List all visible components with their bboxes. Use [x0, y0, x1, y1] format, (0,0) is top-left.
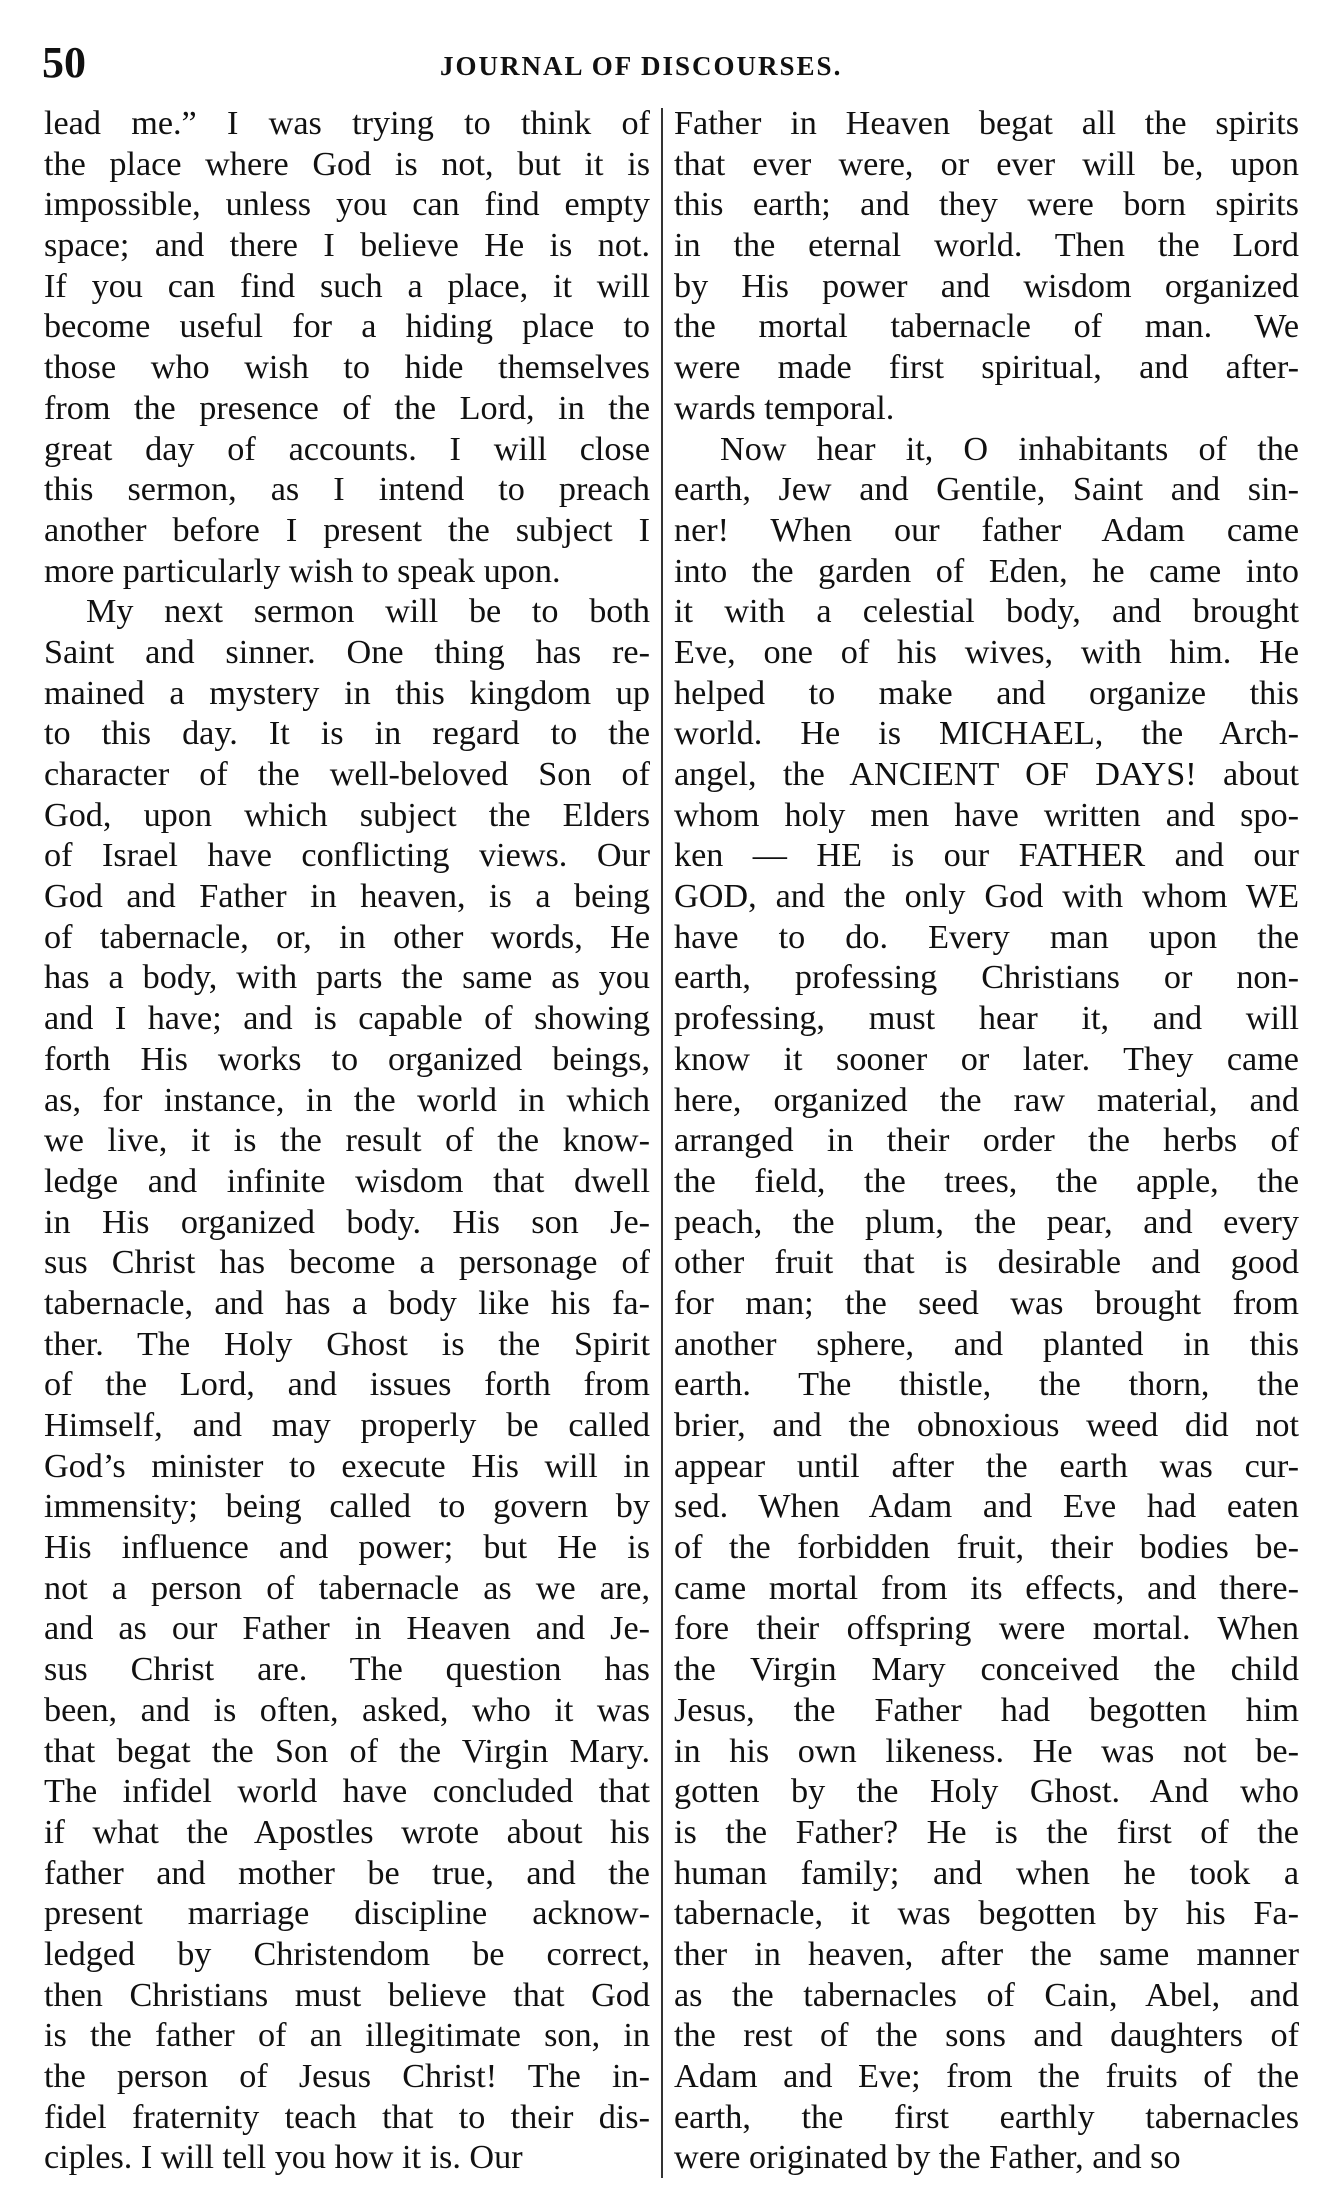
- text-line: from the presence of the Lord, in the: [44, 389, 650, 427]
- text-line: lead me.” I was trying to think of: [44, 105, 650, 142]
- text-line: whom holy men have written and spo-: [674, 796, 1299, 834]
- text-line: of the forbidden fruit, their bodies be-: [674, 1529, 1299, 1567]
- text-line: gotten by the Holy Ghost. And who: [674, 1773, 1299, 1811]
- text-line: then Christians must believe that God: [44, 1976, 650, 2014]
- text-line: the Virgin Mary conceived the child: [674, 1651, 1299, 1689]
- text-line: and as our Father in Heaven and Je-: [44, 1610, 650, 1648]
- text-line: in His organized body. His son Je-: [44, 1203, 650, 1241]
- text-line: impossible, unless you can find empty: [44, 186, 650, 224]
- text-line: professing, must hear it, and will: [674, 1000, 1299, 1038]
- text-line: and I have; and is capable of showing: [44, 1000, 650, 1038]
- text-line: earth, the first earthly tabernacles: [674, 2098, 1299, 2136]
- text-line: great day of accounts. I will close: [44, 430, 650, 468]
- text-line: peach, the plum, the pear, and every: [674, 1203, 1299, 1241]
- text-line: Adam and Eve; from the fruits of the: [674, 2058, 1299, 2095]
- text-line: mained a mystery in this kingdom up: [44, 674, 650, 712]
- text-line: has a body, with parts the same as you: [44, 959, 650, 997]
- text-line: appear until after the earth was cur-: [674, 1447, 1299, 1485]
- text-line: fore their offspring were mortal. When: [674, 1610, 1299, 1648]
- text-line: were made first spiritual, and after-: [674, 349, 1299, 387]
- text-line: in the eternal world. Then the Lord: [674, 227, 1299, 265]
- text-line: His influence and power; but He is: [44, 1529, 650, 1567]
- text-line: this earth; and they were born spirits: [674, 186, 1299, 224]
- text-line: have to do. Every man upon the: [674, 918, 1299, 956]
- text-line: GOD, and the only God with whom WE: [674, 878, 1299, 916]
- text-line: angel, the ANCIENT OF DAYS! about: [674, 756, 1299, 793]
- text-line: the person of Jesus Christ! The in-: [44, 2058, 650, 2095]
- text-line: character of the well-beloved Son of: [44, 756, 650, 793]
- text-line: Eve, one of his wives, with him. He: [674, 633, 1299, 671]
- text-line: another sphere, and planted in this: [674, 1325, 1299, 1363]
- text-line: in his own likeness. He was not be-: [674, 1732, 1299, 1770]
- text-line: earth, professing Christians or non-: [674, 959, 1299, 997]
- text-line: we live, it is the result of the know-: [44, 1122, 650, 1160]
- text-line: more particularly wish to speak upon.: [44, 552, 561, 590]
- text-line: Saint and sinner. One thing has re-: [44, 633, 650, 671]
- text-line: were originated by the Father, and so: [674, 2139, 1181, 2177]
- text-line: been, and is often, asked, who it was: [44, 1691, 650, 1729]
- text-line: human family; and when he took a: [674, 1854, 1299, 1892]
- text-line: father and mother be true, and the: [44, 1854, 650, 1892]
- text-line: sus Christ are. The question has: [44, 1651, 650, 1689]
- text-line: by His power and wisdom organized: [674, 267, 1299, 305]
- text-line: brier, and the obnoxious weed did not: [674, 1407, 1299, 1444]
- text-line: the place where God is not, but it is: [44, 145, 650, 183]
- text-line: those who wish to hide themselves: [44, 349, 650, 387]
- text-line: forth His works to organized beings,: [44, 1040, 650, 1078]
- text-line: if what the Apostles wrote about his: [44, 1813, 650, 1851]
- text-line: fidel fraternity teach that to their dis-: [44, 2098, 650, 2136]
- text-line: God and Father in heaven, is a being: [44, 878, 650, 916]
- text-line: another before I present the subject I: [44, 511, 650, 549]
- text-line: Now hear it, O inhabitants of the: [720, 430, 1299, 468]
- text-line: world. He is MICHAEL, the Arch-: [674, 715, 1299, 753]
- text-line: as, for instance, in the world in which: [44, 1081, 650, 1119]
- text-line: wards temporal.: [674, 389, 895, 427]
- text-line: as the tabernacles of Cain, Abel, and: [674, 1976, 1299, 2014]
- text-line: tabernacle, it was begotten by his Fa-: [674, 1895, 1299, 1933]
- text-line: it with a celestial body, and brought: [674, 593, 1299, 631]
- text-line: this sermon, as I intend to preach: [44, 471, 650, 509]
- page-number: 50: [42, 38, 86, 87]
- text-line: sed. When Adam and Eve had eaten: [674, 1488, 1299, 1526]
- text-line: to this day. It is in regard to the: [44, 715, 650, 753]
- text-line: came mortal from its effects, and there-: [674, 1569, 1299, 1607]
- text-line: here, organized the raw material, and: [674, 1081, 1299, 1119]
- text-line: God, upon which subject the Elders: [44, 796, 650, 834]
- text-line: ledge and infinite wisdom that dwell: [44, 1162, 650, 1200]
- text-line: into the garden of Eden, he came into: [674, 552, 1299, 590]
- text-line: the mortal tabernacle of man. We: [674, 308, 1299, 346]
- text-line: that ever were, or ever will be, upon: [674, 145, 1299, 183]
- text-line: immensity; being called to govern by: [44, 1488, 650, 1526]
- text-line: ther in heaven, after the same manner: [674, 1935, 1299, 1973]
- left-column: [44, 104, 650, 2179]
- text-line: earth. The thistle, the thorn, the: [674, 1366, 1299, 1404]
- text-line: not a person of tabernacle as we are,: [44, 1569, 650, 1607]
- text-line: of Israel have conflicting views. Our: [44, 837, 650, 875]
- text-line: become useful for a hiding place to: [44, 308, 650, 346]
- text-line: space; and there I believe He is not.: [44, 227, 650, 265]
- text-line: other fruit that is desirable and good: [674, 1244, 1299, 1282]
- text-line: know it sooner or later. They came: [674, 1040, 1299, 1078]
- right-column: [674, 104, 1299, 2179]
- text-line: Jesus, the Father had begotten him: [674, 1691, 1299, 1729]
- text-line: ner! When our father Adam came: [674, 511, 1299, 549]
- text-line: tabernacle, and has a body like his fa-: [44, 1284, 650, 1322]
- text-line: ledged by Christendom be correct,: [44, 1935, 650, 1973]
- text-line: arranged in their order the herbs of: [674, 1122, 1299, 1160]
- text-line: the rest of the sons and daughters of: [674, 2017, 1299, 2055]
- text-line: The infidel world have concluded that: [44, 1773, 650, 1811]
- text-line: for man; the seed was brought from: [674, 1284, 1299, 1322]
- text-line: the field, the trees, the apple, the: [674, 1162, 1299, 1200]
- text-line: ken — HE is our FATHER and our: [674, 837, 1299, 875]
- text-line: that begat the Son of the Virgin Mary.: [44, 1732, 650, 1770]
- text-line: ciples. I will tell you how it is. Our: [44, 2139, 523, 2177]
- column-divider: [661, 108, 663, 2178]
- text-line: is the Father? He is the first of the: [674, 1813, 1299, 1851]
- text-line: of the Lord, and issues forth from: [44, 1366, 650, 1404]
- text-line: God’s minister to execute His will in: [44, 1447, 650, 1485]
- text-line: of tabernacle, or, in other words, He: [44, 918, 650, 956]
- text-line: My next sermon will be to both: [86, 593, 650, 631]
- text-line: ther. The Holy Ghost is the Spirit: [44, 1325, 650, 1363]
- page-header: [40, 38, 1290, 88]
- text-line: sus Christ has become a personage of: [44, 1244, 650, 1282]
- text-line: earth, Jew and Gentile, Saint and sin-: [674, 471, 1299, 509]
- running-head: JOURNAL OF DISCOURSES.: [440, 51, 843, 81]
- text-line: is the father of an illegitimate son, in: [44, 2017, 650, 2055]
- text-line: Father in Heaven begat all the spirits: [674, 105, 1299, 142]
- text-line: If you can find such a place, it will: [44, 267, 650, 305]
- text-line: helped to make and organize this: [674, 674, 1299, 712]
- text-line: present marriage discipline acknow-: [44, 1895, 650, 1933]
- text-line: Himself, and may properly be called: [44, 1407, 650, 1444]
